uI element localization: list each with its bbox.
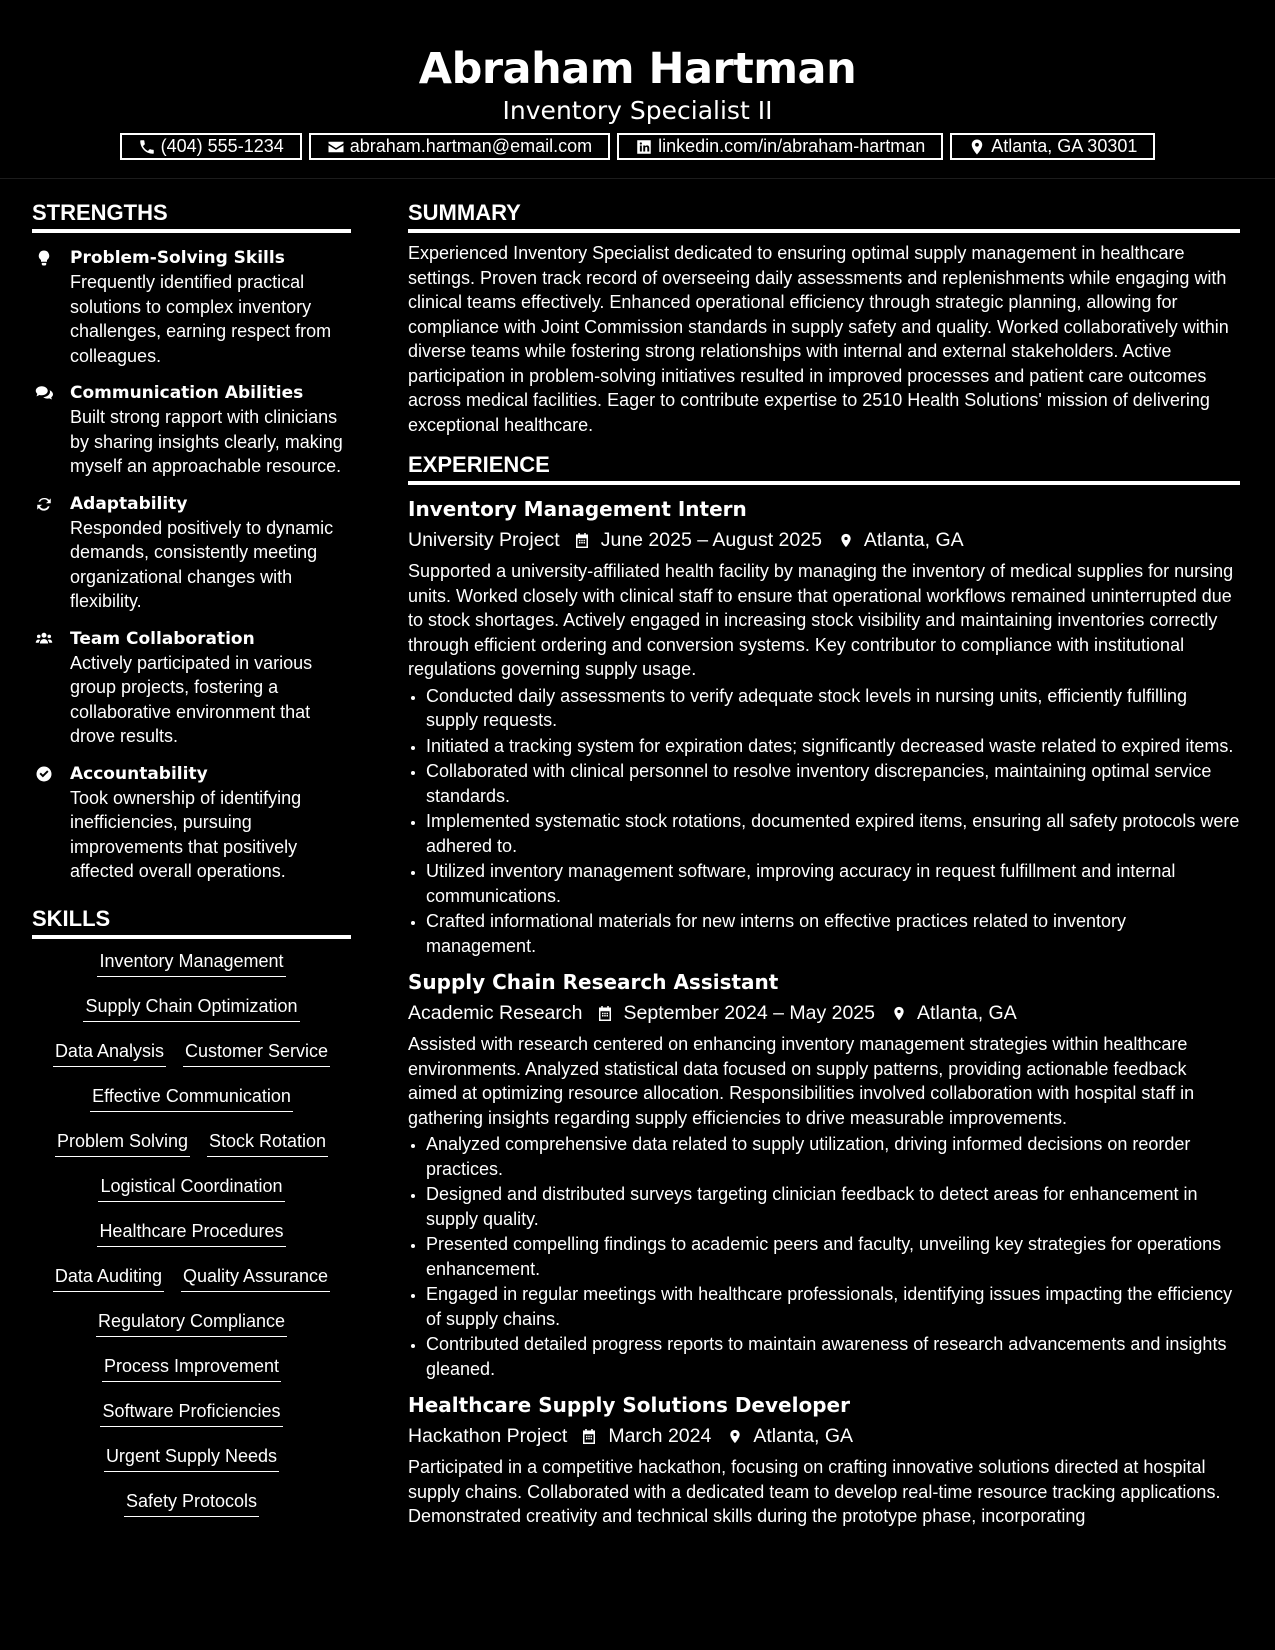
candidate-role: Inventory Specialist II xyxy=(502,96,773,125)
strength-desc: Took ownership of identifying inefficiencies, pursuing improvements that positively affected overall operations. xyxy=(70,787,302,881)
job-location: Atlanta, GA xyxy=(753,1425,854,1447)
phone-icon xyxy=(138,138,156,156)
job-dates: March 2024 xyxy=(608,1425,712,1447)
job-entry xyxy=(408,1391,1240,1529)
job-title: Supply Chain Research Assistant xyxy=(408,970,779,994)
header-divider xyxy=(0,178,1275,179)
job-bullet: • Initiated a tracking system for expiration dates; significantly decreased waste related to expired items. xyxy=(426,734,1240,759)
skill-tag: Problem Solving xyxy=(55,1129,190,1157)
job-bullet: • Contributed detailed progress reports to maintain awareness of research advancements and insights gleaned. xyxy=(426,1332,1240,1381)
strength-desc: Frequently identified practical solutions to complex inventory challenges, earning respect from colleagues. xyxy=(70,272,332,366)
job-bullets xyxy=(408,684,1240,959)
skills-list xyxy=(32,949,351,1534)
job-description: Supported a university-affiliated health facility by managing the inventory of medical supplies for nursing units. Worked closely with clinical staff to ensure that operational workflows remained uninterrupted due to stock shortages. Actively engaged in increasing stock visibility and maintaining inventories correctly through efficient ordering and conversion systems. Key contributor to compliance with institutional regulations governing supply usage. xyxy=(408,561,1234,679)
calendar-icon xyxy=(573,531,591,550)
skill-tag: Software Proficiencies xyxy=(100,1399,282,1427)
skill-tag: Healthcare Procedures xyxy=(97,1219,285,1247)
strength-desc: Actively participated in various group projects, fostering a collaborative environment that drove results. xyxy=(70,652,313,746)
strength-item xyxy=(32,762,351,884)
job-bullet: • Designed and distributed surveys targeting clinician feedback to detect areas for enhancement in supply quality. xyxy=(426,1182,1240,1231)
skill-tag: Logistical Coordination xyxy=(98,1174,284,1202)
job-bullet: • Crafted informational materials for new interns on effective practices related to inventory management. xyxy=(426,909,1240,958)
contact-linkedin[interactable] xyxy=(617,133,943,160)
sync-arrows-icon xyxy=(34,495,54,513)
job-bullet: • Implemented systematic stock rotations, documented expired items, ensuring all safety protocols were adhered to. xyxy=(426,809,1240,858)
skill-tag: Supply Chain Optimization xyxy=(83,994,299,1022)
strength-title: Team Collaboration xyxy=(70,628,255,649)
skill-tag: Data Auditing xyxy=(53,1264,164,1292)
job-bullets xyxy=(408,1132,1240,1381)
map-pin-icon xyxy=(727,1427,743,1446)
calendar-icon xyxy=(596,1004,614,1023)
job-title: Inventory Management Intern xyxy=(408,497,747,521)
skill-tag: Customer Service xyxy=(183,1039,330,1067)
job-description: Assisted with research centered on enhancing inventory management strategies within healthcare environments. Analyzed statistical data focused on supply patterns, providing actionable feedback aimed at optimizing resource allocation. Responsibilities involved collaboration with hospital staff in gathering insights regarding supply efficiencies to drive measurable improvements. xyxy=(408,1034,1195,1128)
job-bullet: • Collaborated with clinical personnel to resolve inventory discrepancies, maintaining optimal service standards. xyxy=(426,759,1240,808)
envelope-icon xyxy=(327,138,345,156)
skills-heading: SKILLS xyxy=(32,905,351,939)
job-description: Participated in a competitive hackathon, focusing on crafting innovative solutions directed at hospital supply chains. Collaborated with a dedicated team to develop real-time resource tracking applications. Demonstrated creativity and technical skills during the prototype phase, incorporating xyxy=(408,1457,1221,1526)
skill-tag: Stock Rotation xyxy=(207,1129,328,1157)
summary-text: Experienced Inventory Specialist dedicated to ensuring optimal supply management in healthcare settings. Proven track record of overseeing daily assessments and replenishments while engaging with clinical teams effectively. Enhanced operational efficiency through strategic planning, allowing for compliance with Joint Commission standards in supply safety and quality. Worked collaboratively within diverse teams while fostering strong relationships with internal and external stakeholders. Active participation in problem-solving initiatives resulted in improved processes and patient care outcomes across medical facilities. Eager to contribute expertise to 2510 Health Solutions' mission of delivering exceptional healthcare. xyxy=(408,243,1229,435)
strength-title: Problem-Solving Skills xyxy=(70,248,285,268)
job-meta xyxy=(408,998,1240,1028)
contact-phone-text: (404) 555-1234 xyxy=(160,136,284,156)
contact-location xyxy=(950,133,1155,160)
calendar-icon xyxy=(580,1427,598,1446)
job-meta xyxy=(408,525,1240,555)
linkedin-icon xyxy=(635,138,653,156)
resume-header xyxy=(0,0,1275,160)
map-pin-icon xyxy=(968,138,986,156)
job-entry xyxy=(408,968,1240,1381)
strength-item xyxy=(32,492,351,614)
right-column xyxy=(408,199,1240,1529)
strength-desc: Responded positively to dynamic demands, consistently meeting organizational changes with flexibility. xyxy=(70,517,334,611)
job-org: Hackathon Project xyxy=(408,1425,568,1447)
job-entry xyxy=(408,495,1240,958)
job-title: Healthcare Supply Solutions Developer xyxy=(408,1393,850,1417)
left-column xyxy=(32,199,351,1534)
skill-tag: Inventory Management xyxy=(97,949,285,977)
map-pin-icon xyxy=(838,531,854,550)
contact-phone[interactable] xyxy=(120,133,302,160)
strength-item xyxy=(32,627,351,749)
strength-item xyxy=(32,246,351,368)
strength-title: Communication Abilities xyxy=(70,383,304,403)
contact-bar xyxy=(0,133,1275,160)
contact-email[interactable] xyxy=(309,133,610,160)
strengths-heading: STRENGTHS xyxy=(32,199,351,233)
job-dates: September 2024 – May 2025 xyxy=(623,1002,876,1024)
job-bullet: • Conducted daily assessments to verify adequate stock levels in nursing units, efficiently fulfilling supply requests. xyxy=(426,684,1240,733)
skill-tag: Regulatory Compliance xyxy=(96,1309,287,1337)
job-bullet: • Presented compelling findings to academic peers and faculty, unveiling key strategies for operations enhancement. xyxy=(426,1232,1240,1281)
strength-item xyxy=(32,381,351,479)
summary-heading: SUMMARY xyxy=(408,199,1240,233)
strength-title: Adaptability xyxy=(70,493,188,514)
candidate-name: Abraham Hartman xyxy=(418,44,857,94)
comments-icon xyxy=(34,384,54,402)
strength-desc: Built strong rapport with clinicians by sharing insights clearly, making myself an approachable resource. xyxy=(70,407,343,476)
contact-linkedin-text: linkedin.com/in/abraham-hartman xyxy=(658,136,926,156)
job-bullet: • Analyzed comprehensive data related to supply utilization, driving informed decisions on reorder practices. xyxy=(426,1132,1240,1181)
skill-tag: Effective Communication xyxy=(90,1084,293,1112)
job-org: Academic Research xyxy=(408,1002,583,1024)
job-bullet: • Utilized inventory management software, improving accuracy in request fulfillment and internal communications. xyxy=(426,859,1240,908)
job-bullet: • Engaged in regular meetings with healthcare professionals, identifying issues impacting the efficiency of supply chains. xyxy=(426,1282,1240,1331)
check-circle-icon xyxy=(34,765,54,783)
skill-tag: Data Analysis xyxy=(53,1039,166,1067)
job-location: Atlanta, GA xyxy=(863,529,964,551)
strength-title: Accountability xyxy=(70,763,208,784)
job-dates: June 2025 – August 2025 xyxy=(600,529,822,551)
skill-tag: Process Improvement xyxy=(102,1354,281,1382)
contact-location-text: Atlanta, GA 30301 xyxy=(991,136,1138,156)
job-location: Atlanta, GA xyxy=(917,1002,1017,1024)
map-pin-icon xyxy=(891,1004,907,1023)
job-org: University Project xyxy=(408,529,560,551)
lightbulb-icon xyxy=(34,249,54,267)
contact-email-text: abraham.hartman@email.com xyxy=(349,136,593,156)
skill-tag: Quality Assurance xyxy=(181,1264,330,1292)
skill-tag: Safety Protocols xyxy=(124,1489,259,1517)
job-meta xyxy=(408,1421,1240,1451)
skill-tag: Urgent Supply Needs xyxy=(104,1444,279,1472)
experience-heading: EXPERIENCE xyxy=(408,451,1240,485)
users-icon xyxy=(34,630,54,648)
